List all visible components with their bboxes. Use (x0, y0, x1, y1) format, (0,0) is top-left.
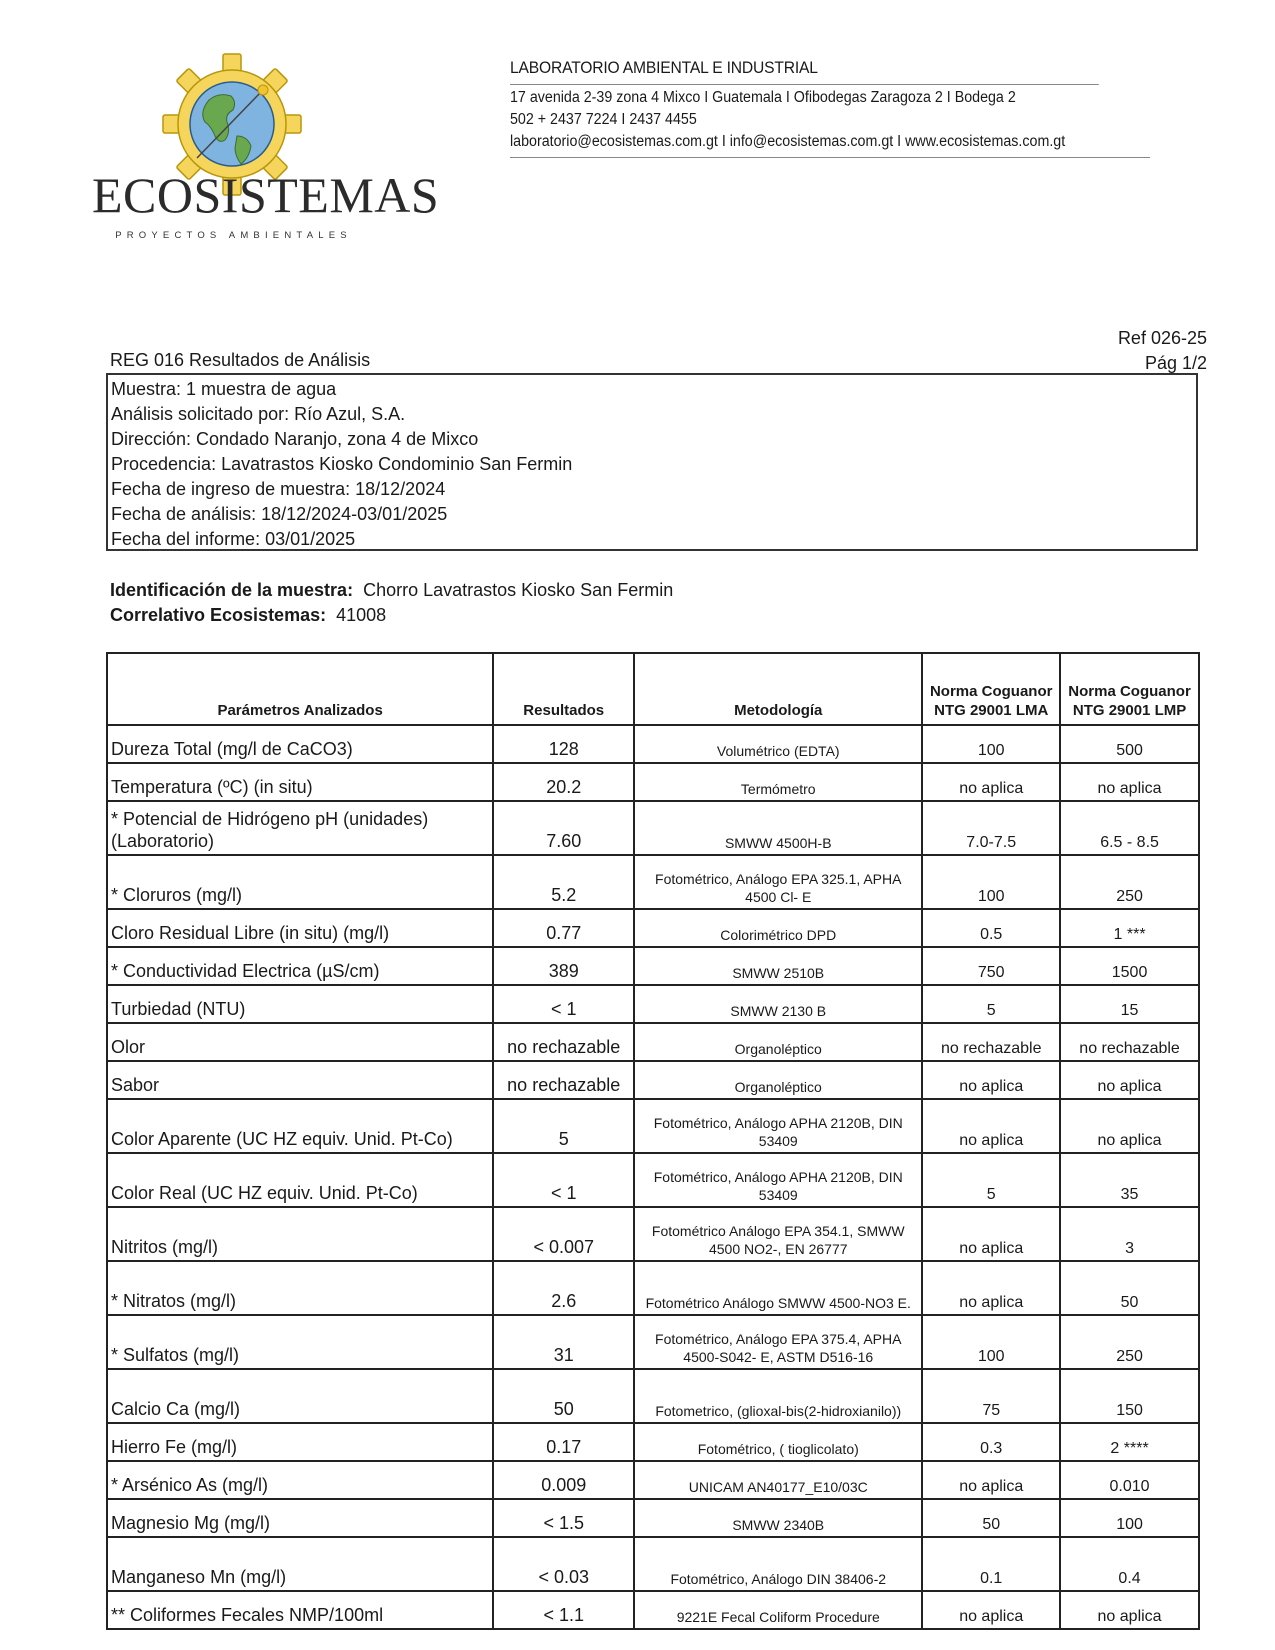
results-body (107, 725, 1199, 1629)
lma-cell: 100 (922, 725, 1060, 763)
table-row (107, 1499, 1199, 1537)
lmp-cell: 1500 (1060, 947, 1199, 985)
lmp-cell: no aplica (1060, 763, 1199, 801)
method-cell: Fotométrico, Análogo DIN 38406-2 (634, 1537, 922, 1591)
result-cell: 389 (493, 947, 634, 985)
info-address: Dirección: Condado Naranjo, zona 4 de Mixco (111, 429, 479, 449)
param-cell: * Nitratos (mg/l) (107, 1261, 493, 1315)
method-cell: Fotométrico, Análogo APHA 2120B, DIN 53409 (634, 1153, 922, 1207)
method-cell: UNICAM AN40177_E10/03C (634, 1461, 922, 1499)
table-row (107, 985, 1199, 1023)
lmp-cell: 15 (1060, 985, 1199, 1023)
info-requested-by: Análisis solicitado por: Río Azul, S.A. (111, 404, 406, 424)
method-cell: Fotométrico Análogo EPA 354.1, SMWW 4500 NO2-, EN 26777 (634, 1207, 922, 1261)
result-cell: 2.6 (493, 1261, 634, 1315)
lmp-cell: 2 **** (1060, 1423, 1199, 1461)
param-cell: * Arsénico As (mg/l) (107, 1461, 493, 1499)
result-cell: 5.2 (493, 855, 634, 909)
param-cell: Turbiedad (NTU) (107, 985, 493, 1023)
result-cell: 31 (493, 1315, 634, 1369)
ident-label: Identificación de la muestra: (110, 580, 354, 600)
table-row (107, 855, 1199, 909)
header-rule (510, 157, 1150, 158)
param-cell: * Cloruros (mg/l) (107, 855, 493, 909)
method-cell: Organoléptico (634, 1023, 922, 1061)
lmp-cell: no aplica (1060, 1099, 1199, 1153)
lab-contact-block (510, 58, 1150, 158)
method-cell: Fotométrico, Análogo EPA 375.4, APHA 4500-S042- E, ASTM D516-16 (634, 1315, 922, 1369)
param-cell: Color Aparente (UC HZ equiv. Unid. Pt-Co) (107, 1099, 493, 1153)
table-row (107, 725, 1199, 763)
table-row (107, 1591, 1199, 1629)
lmp-cell: 1 *** (1060, 909, 1199, 947)
method-cell: Fotométrico Análogo SMWW 4500-NO3 E. (634, 1261, 922, 1315)
param-cell: * Sulfatos (mg/l) (107, 1315, 493, 1369)
info-intake-date: Fecha de ingreso de muestra: 18/12/2024 (111, 479, 446, 499)
lab-name: LABORATORIO AMBIENTAL E INDUSTRIAL (510, 58, 1099, 85)
ident-value: Chorro Lavatrastos Kiosko San Fermin (363, 580, 674, 600)
param-cell: Hierro Fe (mg/l) (107, 1423, 493, 1461)
lmp-cell: 500 (1060, 725, 1199, 763)
table-row (107, 801, 1199, 855)
table-row (107, 1207, 1199, 1261)
table-row (107, 1061, 1199, 1099)
param-cell: Dureza Total (mg/l de CaCO3) (107, 725, 493, 763)
table-row (107, 1423, 1199, 1461)
lma-cell: no aplica (922, 1207, 1060, 1261)
lma-cell: no rechazable (922, 1023, 1060, 1061)
results-table (106, 652, 1200, 1630)
method-cell: Fotométrico, Análogo EPA 325.1, APHA 4500 Cl- E (634, 855, 922, 909)
result-cell: 0.77 (493, 909, 634, 947)
method-cell: Fotométrico, ( tioglicolato) (634, 1423, 922, 1461)
lma-cell: no aplica (922, 1461, 1060, 1499)
table-row (107, 1261, 1199, 1315)
lma-cell: 0.1 (922, 1537, 1060, 1591)
lmp-cell: 3 (1060, 1207, 1199, 1261)
lab-phones: 502 + 2437 7224 I 2437 4455 (510, 111, 697, 128)
result-cell: no rechazable (493, 1023, 634, 1061)
result-cell: 0.17 (493, 1423, 634, 1461)
lmp-cell: 100 (1060, 1499, 1199, 1537)
table-row (107, 1023, 1199, 1061)
lma-cell: 5 (922, 985, 1060, 1023)
sample-identification (110, 578, 673, 628)
lmp-cell: 150 (1060, 1369, 1199, 1423)
info-analysis-date: Fecha de análisis: 18/12/2024-03/01/2025 (111, 504, 448, 524)
lmp-cell: 35 (1060, 1153, 1199, 1207)
method-cell: Termómetro (634, 763, 922, 801)
method-cell: Organoléptico (634, 1061, 922, 1099)
lmp-cell: 0.010 (1060, 1461, 1199, 1499)
table-row (107, 1369, 1199, 1423)
result-cell: no rechazable (493, 1061, 634, 1099)
lmp-cell: no aplica (1060, 1061, 1199, 1099)
lab-contact: laboratorio@ecosistemas.com.gt I info@ecosistemas.com.gt I www.ecosistemas.com.gt (510, 133, 1066, 150)
table-row (107, 1461, 1199, 1499)
lmp-cell: no rechazable (1060, 1023, 1199, 1061)
lma-cell: 7.0-7.5 (922, 801, 1060, 855)
info-origin: Procedencia: Lavatrastos Kiosko Condominio San Fermin (111, 454, 573, 474)
report-title: REG 016 Resultados de Análisis (110, 350, 371, 370)
method-cell: SMWW 4500H-B (634, 801, 922, 855)
brand-tagline: PROYECTOS AMBIENTALES (115, 230, 352, 241)
method-cell: Fotométrico, Análogo APHA 2120B, DIN 53409 (634, 1099, 922, 1153)
lma-cell: no aplica (922, 1591, 1060, 1629)
table-row (107, 1099, 1199, 1153)
table-header-row (107, 653, 1199, 725)
lab-address: 17 avenida 2-39 zona 4 Mixco I Guatemala I Ofibodegas Zaragoza 2 I Bodega 2 (510, 89, 1016, 106)
correlative-value: 41008 (336, 605, 387, 625)
lma-cell: 0.3 (922, 1423, 1060, 1461)
lma-cell: no aplica (922, 763, 1060, 801)
info-report-date: Fecha del informe: 03/01/2025 (111, 529, 356, 549)
lma-cell: 5 (922, 1153, 1060, 1207)
param-cell: Calcio Ca (mg/l) (107, 1369, 493, 1423)
info-sample: Muestra: 1 muestra de agua (111, 379, 337, 399)
company-logo (92, 52, 440, 242)
method-cell: 9221E Fecal Coliform Procedure (634, 1591, 922, 1629)
lma-cell: no aplica (922, 1261, 1060, 1315)
result-cell: 20.2 (493, 763, 634, 801)
method-cell: Fotometrico, (glioxal-bis(2-hidroxianilo)) (634, 1369, 922, 1423)
param-cell: * Conductividad Electrica (µS/cm) (107, 947, 493, 985)
method-cell: SMWW 2340B (634, 1499, 922, 1537)
lma-cell: 750 (922, 947, 1060, 985)
correlative-label: Correlativo Ecosistemas: (110, 605, 327, 625)
result-cell: < 1.5 (493, 1499, 634, 1537)
lma-cell: no aplica (922, 1099, 1060, 1153)
param-cell: ** Coliformes Fecales NMP/100ml (107, 1591, 493, 1629)
page-number: Pág 1/2 (1144, 353, 1207, 373)
result-cell: < 0.007 (493, 1207, 634, 1261)
reference-block (1118, 326, 1207, 376)
result-cell: 50 (493, 1369, 634, 1423)
table-row (107, 1315, 1199, 1369)
lmp-cell: 0.4 (1060, 1537, 1199, 1591)
param-cell: Olor (107, 1023, 493, 1061)
table-row (107, 763, 1199, 801)
result-cell: 7.60 (493, 801, 634, 855)
col-header-lmp: Norma Coguanor NTG 29001 LMP (1060, 653, 1199, 725)
lma-cell: 100 (922, 1315, 1060, 1369)
table-row (107, 1153, 1199, 1207)
lmp-cell: no aplica (1060, 1591, 1199, 1629)
lma-cell: no aplica (922, 1061, 1060, 1099)
result-cell: 0.009 (493, 1461, 634, 1499)
result-cell: 128 (493, 725, 634, 763)
method-cell: SMWW 2510B (634, 947, 922, 985)
lmp-cell: 6.5 - 8.5 (1060, 801, 1199, 855)
lmp-cell: 50 (1060, 1261, 1199, 1315)
method-cell: Volumétrico (EDTA) (634, 725, 922, 763)
table-row (107, 947, 1199, 985)
col-header-param: Parámetros Analizados (107, 653, 493, 725)
result-cell: 5 (493, 1099, 634, 1153)
reference-number: Ref 026-25 (1117, 328, 1207, 348)
method-cell: Colorimétrico DPD (634, 909, 922, 947)
param-cell: Nitritos (mg/l) (107, 1207, 493, 1261)
param-cell: Manganeso Mn (mg/l) (107, 1537, 493, 1591)
result-cell: < 0.03 (493, 1537, 634, 1591)
lmp-cell: 250 (1060, 1315, 1199, 1369)
lma-cell: 50 (922, 1499, 1060, 1537)
table-row (107, 909, 1199, 947)
lmp-cell: 250 (1060, 855, 1199, 909)
result-cell: < 1 (493, 1153, 634, 1207)
sample-info-box (106, 373, 1198, 551)
brand-name: ECOSISTEMAS (92, 167, 440, 223)
result-cell: < 1 (493, 985, 634, 1023)
param-cell: Sabor (107, 1061, 493, 1099)
param-cell: Magnesio Mg (mg/l) (107, 1499, 493, 1537)
col-header-method: Metodología (634, 653, 922, 725)
result-cell: < 1.1 (493, 1591, 634, 1629)
method-cell: SMWW 2130 B (634, 985, 922, 1023)
lma-cell: 100 (922, 855, 1060, 909)
param-cell: * Potencial de Hidrógeno pH (unidades) (Laboratorio) (107, 801, 493, 855)
lma-cell: 75 (922, 1369, 1060, 1423)
col-header-result: Resultados (493, 653, 634, 725)
table-row (107, 1537, 1199, 1591)
param-cell: Cloro Residual Libre (in situ) (mg/l) (107, 909, 493, 947)
lma-cell: 0.5 (922, 909, 1060, 947)
param-cell: Temperatura (ºC) (in situ) (107, 763, 493, 801)
param-cell: Color Real (UC HZ equiv. Unid. Pt-Co) (107, 1153, 493, 1207)
col-header-lma: Norma Coguanor NTG 29001 LMA (922, 653, 1060, 725)
